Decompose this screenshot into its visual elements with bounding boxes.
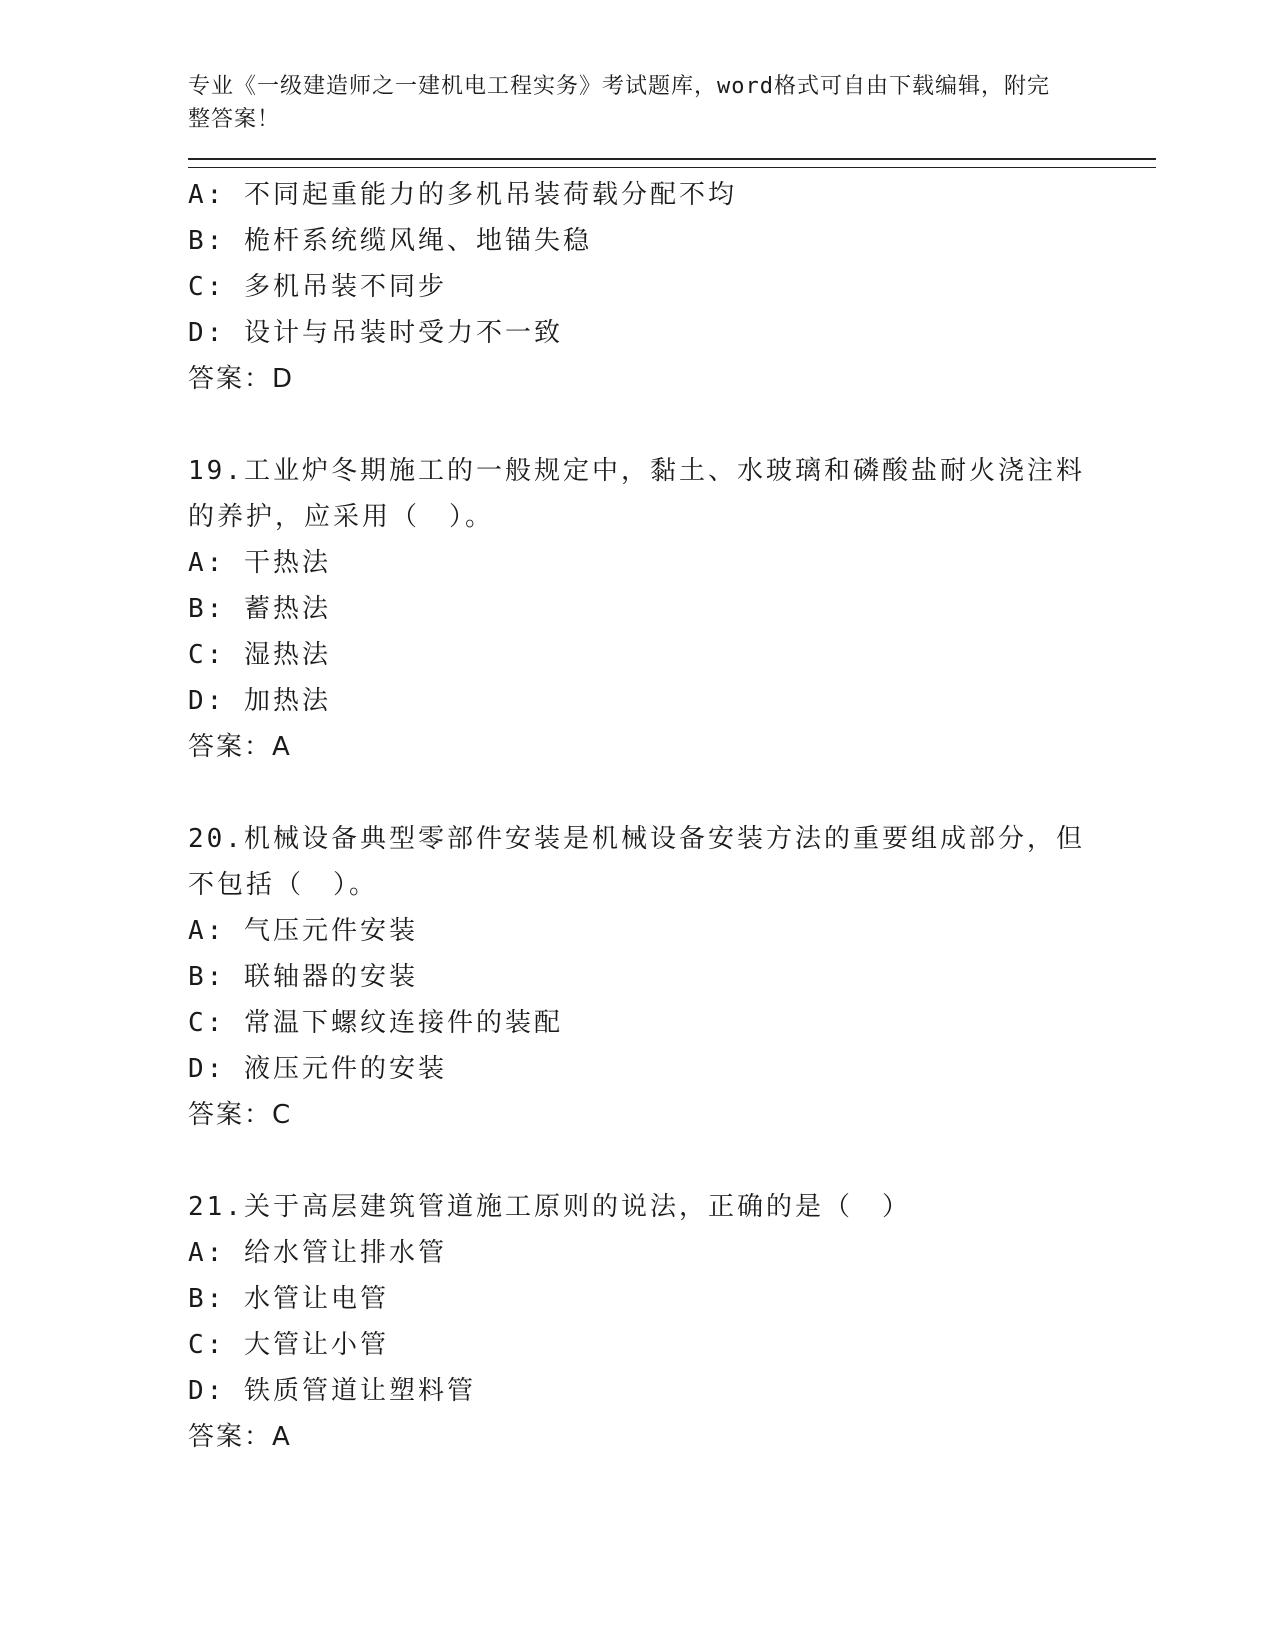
option-b	[188, 954, 1156, 1000]
option-key: B:	[188, 962, 226, 992]
option-a	[188, 172, 1156, 218]
question-stem: 20.机械设备典型零部件安装是机械设备安装方法的重要组成部分，但不包括（ ）。	[188, 824, 1085, 900]
header-divider	[188, 158, 1156, 168]
option-b	[188, 1276, 1156, 1322]
option-text: 水管让电管	[243, 1284, 389, 1314]
document-header: 专业《一级建造师之一建机电工程实务》考试题库，word格式可自由下载编辑，附完整答案！	[188, 74, 1050, 132]
option-text: 桅杆系统缆风绳、地锚失稳	[243, 226, 592, 256]
option-c	[188, 264, 1156, 310]
option-text: 多机吊装不同步	[243, 272, 447, 302]
option-key: A:	[188, 548, 226, 578]
document-page	[188, 70, 1156, 1460]
option-key: C:	[188, 1330, 226, 1360]
answer-line: 答案：C	[188, 1100, 293, 1130]
option-key: C:	[188, 1008, 226, 1038]
option-text: 大管让小管	[243, 1330, 389, 1360]
option-a	[188, 540, 1156, 586]
option-text: 联轴器的安装	[243, 962, 418, 992]
answer-line: 答案：D	[188, 364, 295, 394]
option-c	[188, 632, 1156, 678]
option-c	[188, 1000, 1156, 1046]
question-20	[188, 816, 1156, 1138]
option-key: A:	[188, 916, 226, 946]
option-d	[188, 1046, 1156, 1092]
option-a	[188, 1230, 1156, 1276]
question-stem: 19.工业炉冬期施工的一般规定中，黏土、水玻璃和磷酸盐耐火浇注料的养护，应采用（ ）。	[188, 456, 1085, 532]
option-text: 常温下螺纹连接件的装配	[243, 1008, 563, 1038]
option-key: C:	[188, 640, 226, 670]
question-stem: 21.关于高层建筑管道施工原则的说法，正确的是（ ）	[188, 1192, 911, 1222]
option-key: B:	[188, 226, 226, 256]
option-key: B:	[188, 1284, 226, 1314]
option-text: 铁质管道让塑料管	[243, 1376, 476, 1406]
option-text: 液压元件的安装	[243, 1054, 447, 1084]
option-key: C:	[188, 272, 226, 302]
option-text: 气压元件安装	[243, 916, 418, 946]
option-b	[188, 586, 1156, 632]
option-text: 不同起重能力的多机吊装荷载分配不均	[243, 180, 737, 210]
answer-line: 答案：A	[188, 732, 292, 762]
option-key: D:	[188, 686, 226, 716]
question-partial	[188, 172, 1156, 402]
option-text: 设计与吊装时受力不一致	[243, 318, 563, 348]
question-19	[188, 448, 1156, 770]
option-key: D:	[188, 318, 226, 348]
option-key: A:	[188, 180, 226, 210]
question-21	[188, 1184, 1156, 1460]
answer-line: 答案：A	[188, 1422, 292, 1452]
option-text: 给水管让排水管	[243, 1238, 447, 1268]
option-text: 干热法	[243, 548, 331, 578]
option-text: 湿热法	[243, 640, 331, 670]
option-text: 蓄热法	[243, 594, 331, 624]
option-key: B:	[188, 594, 226, 624]
option-a	[188, 908, 1156, 954]
option-key: A:	[188, 1238, 226, 1268]
option-text: 加热法	[243, 686, 331, 716]
option-c	[188, 1322, 1156, 1368]
option-d	[188, 1368, 1156, 1414]
option-d	[188, 678, 1156, 724]
option-d	[188, 310, 1156, 356]
option-b	[188, 218, 1156, 264]
option-key: D:	[188, 1376, 226, 1406]
option-key: D:	[188, 1054, 226, 1084]
